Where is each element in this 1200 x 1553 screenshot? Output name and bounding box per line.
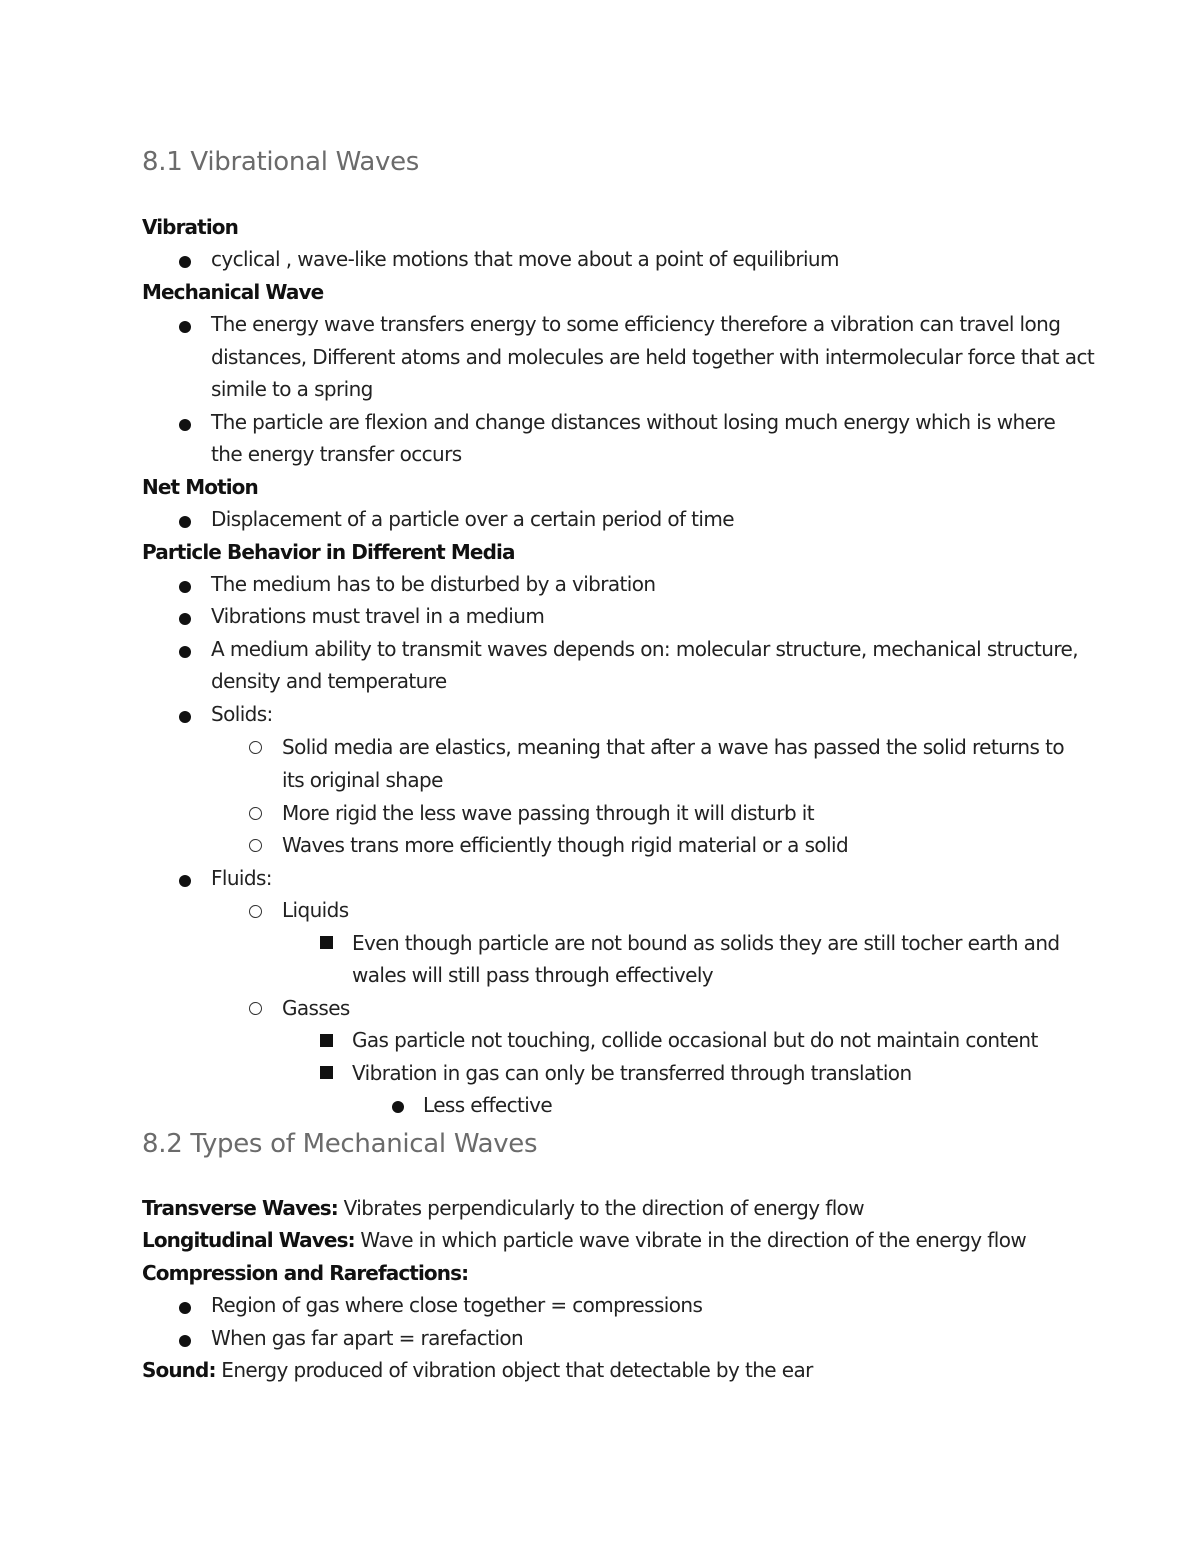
section-heading-8-2: 8.2 Types of Mechanical Waves — [142, 1129, 538, 1159]
section-heading-8-1: 8.1 Vibrational Waves — [142, 147, 420, 177]
list-item-continuation: distances, Different atoms and molecules are held together with intermolecular force that act — [211, 345, 1095, 369]
definition-longitudinal — [142, 1224, 1026, 1256]
bullet-disc-icon — [179, 321, 191, 333]
bullet-disc-icon — [179, 1302, 191, 1314]
list-item: The particle are flexion and change distances without losing much energy which is where — [211, 410, 1056, 434]
bullet-disc-icon — [392, 1101, 404, 1113]
bullet-square-icon — [320, 1034, 333, 1047]
bullet-disc-icon — [179, 419, 191, 431]
list-item: Less effective — [423, 1093, 553, 1117]
list-item-continuation: the energy transfer occurs — [211, 442, 462, 466]
list-item: cyclical , wave-like motions that move about a point of equilibrium — [211, 247, 839, 271]
term-sound: Sound: — [142, 1358, 216, 1382]
list-item: Solid media are elastics, meaning that after a wave has passed the solid returns to — [282, 735, 1064, 759]
term-compression: Compression and Rarefactions: — [142, 1261, 469, 1285]
list-item: The medium has to be disturbed by a vibration — [211, 572, 656, 596]
list-item-continuation: its original shape — [282, 768, 443, 792]
bullet-circle-icon — [249, 1002, 262, 1015]
term-mechanical-wave: Mechanical Wave — [142, 280, 324, 304]
list-item: When gas far apart = rarefaction — [211, 1326, 524, 1350]
bullet-disc-icon — [179, 711, 191, 723]
bullet-disc-icon — [179, 613, 191, 625]
list-item: More rigid the less wave passing through it will disturb it — [282, 801, 814, 825]
bullet-circle-icon — [249, 839, 262, 852]
list-item-continuation: density and temperature — [211, 669, 447, 693]
list-item-solids: Solids: — [211, 702, 273, 726]
bullet-disc-icon — [179, 581, 191, 593]
bullet-disc-icon — [179, 256, 191, 268]
list-item: A medium ability to transmit waves depends on: molecular structure, mechanical structure, — [211, 637, 1078, 661]
list-item-continuation: wales will still pass through effectively — [352, 963, 714, 987]
bullet-circle-icon — [249, 741, 262, 754]
definition-transverse — [142, 1192, 864, 1224]
definition-sound — [142, 1354, 813, 1386]
bullet-disc-icon — [179, 646, 191, 658]
term-net-motion: Net Motion — [142, 475, 258, 499]
list-item: Displacement of a particle over a certain period of time — [211, 507, 734, 531]
bullet-disc-icon — [179, 516, 191, 528]
list-item: The energy wave transfers energy to some efficiency therefore a vibration can travel long — [211, 312, 1061, 336]
term-vibration: Vibration — [142, 215, 238, 239]
list-item-fluids: Fluids: — [211, 866, 272, 890]
list-item: Gas particle not touching, collide occasional but do not maintain content — [352, 1028, 1038, 1052]
list-item: Waves trans more efficiently though rigid material or a solid — [282, 833, 849, 857]
list-item: Even though particle are not bound as solids they are still tocher earth and — [352, 931, 1060, 955]
definition-text: Wave in which particle wave vibrate in the direction of the energy flow — [354, 1228, 1027, 1252]
list-item: Vibrations must travel in a medium — [211, 604, 545, 628]
bullet-circle-icon — [249, 807, 262, 820]
bullet-square-icon — [320, 1066, 333, 1079]
bullet-square-icon — [320, 936, 333, 949]
bullet-circle-icon — [249, 905, 262, 918]
list-item: Region of gas where close together = compressions — [211, 1293, 703, 1317]
term-particle-behavior: Particle Behavior in Different Media — [142, 540, 515, 564]
bullet-disc-icon — [179, 875, 191, 887]
list-item-gasses: Gasses — [282, 996, 350, 1020]
term-longitudinal: Longitudinal Waves: — [142, 1228, 355, 1252]
definition-text: Energy produced of vibration object that detectable by the ear — [215, 1358, 813, 1382]
bullet-disc-icon — [179, 1335, 191, 1347]
definition-text: Vibrates perpendicularly to the direction of energy flow — [337, 1196, 865, 1220]
list-item: Vibration in gas can only be transferred through translation — [352, 1061, 912, 1085]
list-item-liquids: Liquids — [282, 898, 349, 922]
list-item-continuation: simile to a spring — [211, 377, 373, 401]
term-transverse: Transverse Waves: — [142, 1196, 338, 1220]
